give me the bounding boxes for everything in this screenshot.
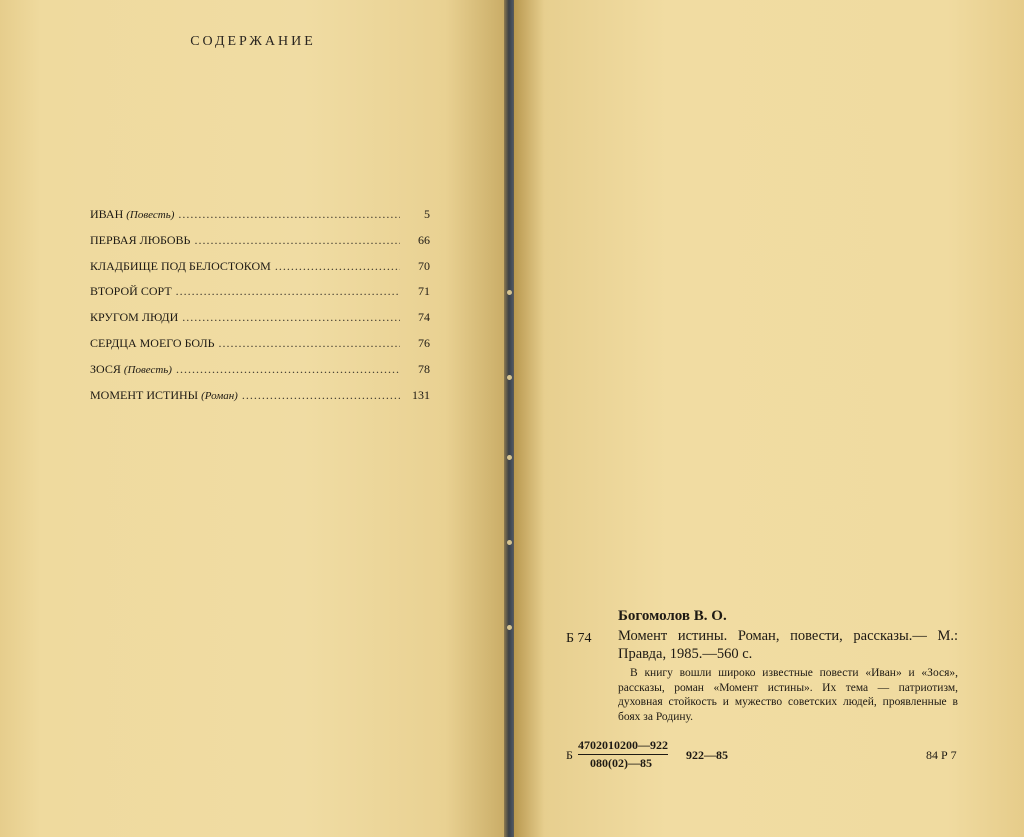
index-letter: Б <box>566 748 573 762</box>
toc-entry-title: КЛАДБИЩЕ ПОД БЕЛОСТОКОМ <box>90 258 271 273</box>
table-of-contents <box>90 207 430 413</box>
toc-leader-dots <box>182 310 400 325</box>
binding-stitch <box>507 455 512 460</box>
toc-entry <box>90 233 430 259</box>
toc-entry-page: 5 <box>424 207 430 221</box>
index-bbk-code: 84 Р 7 <box>926 748 957 762</box>
card-annotation: В книгу вошли широко известные повести «Иван» и «Зося», рассказы, роман «Момент истины». Их тема — патриотизм, духовная стойкость и мужество советских людей, проявленные в боях за Родину. <box>618 667 958 723</box>
toc-entry-title: ЗОСЯ (Повесть) <box>90 361 172 376</box>
toc-leader-dots <box>176 362 400 377</box>
toc-entry-page: 71 <box>418 284 430 299</box>
binding-stitch <box>507 375 512 380</box>
toc-entry <box>90 362 430 388</box>
card-bibliographic-description: Момент истины. Роман, повести, рассказы.— М.: Правда, 1985.—560 с. <box>618 628 958 662</box>
card-classification-code: Б 74 <box>566 631 592 646</box>
index-numerator: 4702010200—922 <box>578 738 668 752</box>
toc-entry-title: КРУГОМ ЛЮДИ <box>90 310 179 325</box>
fraction-bar <box>578 754 668 755</box>
binding-stitch <box>507 540 512 545</box>
toc-heading: СОДЕРЖАНИЕ <box>190 34 316 49</box>
binding-stitch <box>507 625 512 630</box>
classification-index-line <box>566 738 986 774</box>
toc-entry-title: ВТОРОЙ СОРТ <box>90 284 172 299</box>
toc-entry-page: 70 <box>418 258 430 273</box>
toc-leader-dots <box>178 207 400 222</box>
toc-entry-title: ПЕРВАЯ ЛЮБОВЬ <box>90 232 191 247</box>
toc-leader-dots <box>194 233 400 248</box>
toc-leader-dots <box>275 259 400 274</box>
binding-stitch <box>507 290 512 295</box>
toc-entry <box>90 207 430 233</box>
left-page <box>0 0 506 837</box>
index-denominator: 080(02)—85 <box>590 756 652 770</box>
toc-leader-dots <box>176 284 400 299</box>
toc-entry-page: 66 <box>418 232 430 247</box>
toc-entry-page: 78 <box>418 361 430 376</box>
toc-entry <box>90 336 430 362</box>
toc-entry <box>90 388 430 414</box>
toc-entry <box>90 310 430 336</box>
toc-entry-title: МОМЕНТ ИСТИНЫ (Роман) <box>90 387 238 402</box>
toc-entry-title: ИВАН (Повесть) <box>90 207 175 221</box>
card-author: Богомолов В. О. <box>618 608 727 624</box>
toc-entry-page: 76 <box>418 335 430 350</box>
toc-entry-page: 131 <box>412 387 430 402</box>
toc-entry-title: СЕРДЦА МОЕГО БОЛЬ <box>90 335 215 350</box>
toc-leader-dots <box>219 336 401 351</box>
index-middle: 922—85 <box>686 748 728 762</box>
toc-leader-dots <box>242 388 400 403</box>
toc-entry <box>90 284 430 310</box>
toc-entry <box>90 259 430 285</box>
toc-entry-page: 74 <box>418 310 430 325</box>
